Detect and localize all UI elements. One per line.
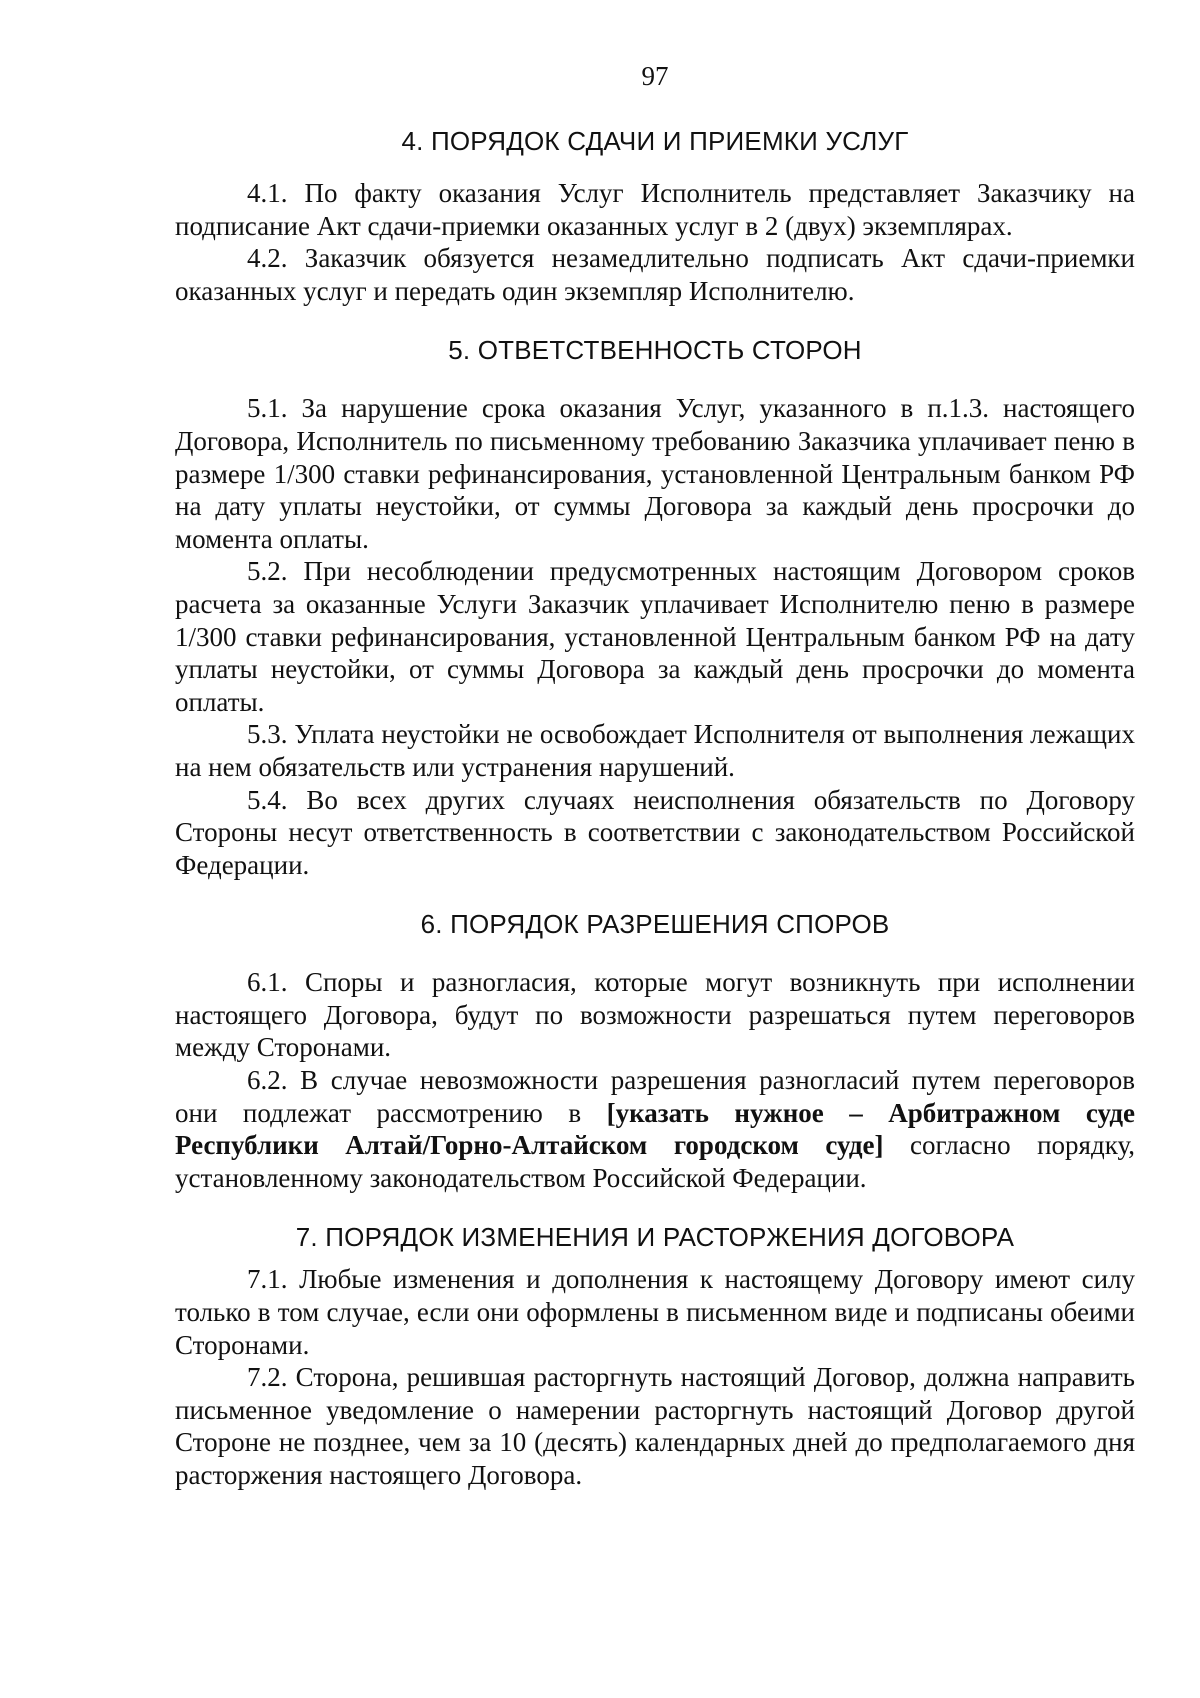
paragraph-4-2: 4.2. Заказчик обязуется незамедлительно подписать Акт сдачи-приемки оказанных услуг и передать один экземпляр Исполнителю. xyxy=(175,243,1135,306)
paragraph-7-2: 7.2. Сторона, решившая расторгнуть настоящий Договор, должна направить письменное уведомление о намерении расторгнуть настоящий Договор другой Стороне не позднее, чем за 10 (десять) календарных дней до предполагаемого дня расторжения настоящего Договора. xyxy=(175,1362,1135,1490)
paragraph-6-2-text-after: согласно порядку, установленному законодательством Российской Федерации. xyxy=(175,1130,1135,1193)
paragraph-5-2: 5.2. При несоблюдении предусмотренных настоящим Договором сроков расчета за оказанные Услуги Заказчик уплачивает Исполнителю пеню в размере 1/300 ставки рефинансирования, установленной Центральным банком РФ на дату уплаты неустойки, от суммы Договора за каждый день просрочки до момента оплаты. xyxy=(175,556,1135,717)
section-heading-7: 7. ПОРЯДОК ИЗМЕНЕНИЯ И РАСТОРЖЕНИЯ ДОГОВОРА xyxy=(295,1222,1015,1253)
section-heading-5: 5. ОТВЕТСТВЕННОСТЬ СТОРОН xyxy=(448,335,862,366)
page-number: 97 xyxy=(641,61,669,91)
paragraph-5-1: 5.1. За нарушение срока оказания Услуг, указанного в п.1.3. настоящего Договора, Исполнитель по письменному требованию Заказчика уплачивает пеню в размере 1/300 ставки рефинансирования, установленной Центральным банком РФ на дату уплаты неустойки, от суммы Договора за каждый день просрочки до момента оплаты. xyxy=(175,393,1135,554)
paragraph-5-4: 5.4. Во всех других случаях неисполнения обязательств по Договору Стороны несут ответственность в соответствии с законодательством Российской Федерации. xyxy=(175,784,1135,880)
paragraph-5-3: 5.3. Уплата неустойки не освобождает Исполнителя от выполнения лежащих на нем обязательств или устранения нарушений. xyxy=(175,719,1135,782)
paragraph-6-2-court-placeholder: [указать нужное – Арбитражном суде Республики Алтай/Горно-Алтайском городском суде] xyxy=(175,1097,1135,1161)
section-heading-4: 4. ПОРЯДОК СДАЧИ И ПРИЕМКИ УСЛУГ xyxy=(401,126,909,156)
document-page xyxy=(175,60,1135,1492)
paragraph-6-2 xyxy=(175,1064,1135,1194)
section-heading-6: 6. ПОРЯДОК РАЗРЕШЕНИЯ СПОРОВ xyxy=(420,909,890,940)
paragraph-4-1: 4.1. По факту оказания Услуг Исполнитель представляет Заказчику на подписание Акт сдачи-приемки оказанных услуг в 2 (двух) экземплярах. xyxy=(175,178,1135,241)
paragraph-7-1: 7.1. Любые изменения и дополнения к настоящему Договору имеют силу только в том случае, если они оформлены в письменном виде и подписаны обеими Сторонами. xyxy=(175,1264,1135,1360)
paragraph-6-1: 6.1. Споры и разногласия, которые могут возникнуть при исполнении настоящего Договора, будут по возможности разрешаться путем переговоров между Сторонами. xyxy=(175,967,1135,1063)
paragraph-6-2-text-before: 6.2. В случае невозможности разрешения разногласий путем переговоров они подлежат рассмотрению в xyxy=(175,1065,1135,1128)
